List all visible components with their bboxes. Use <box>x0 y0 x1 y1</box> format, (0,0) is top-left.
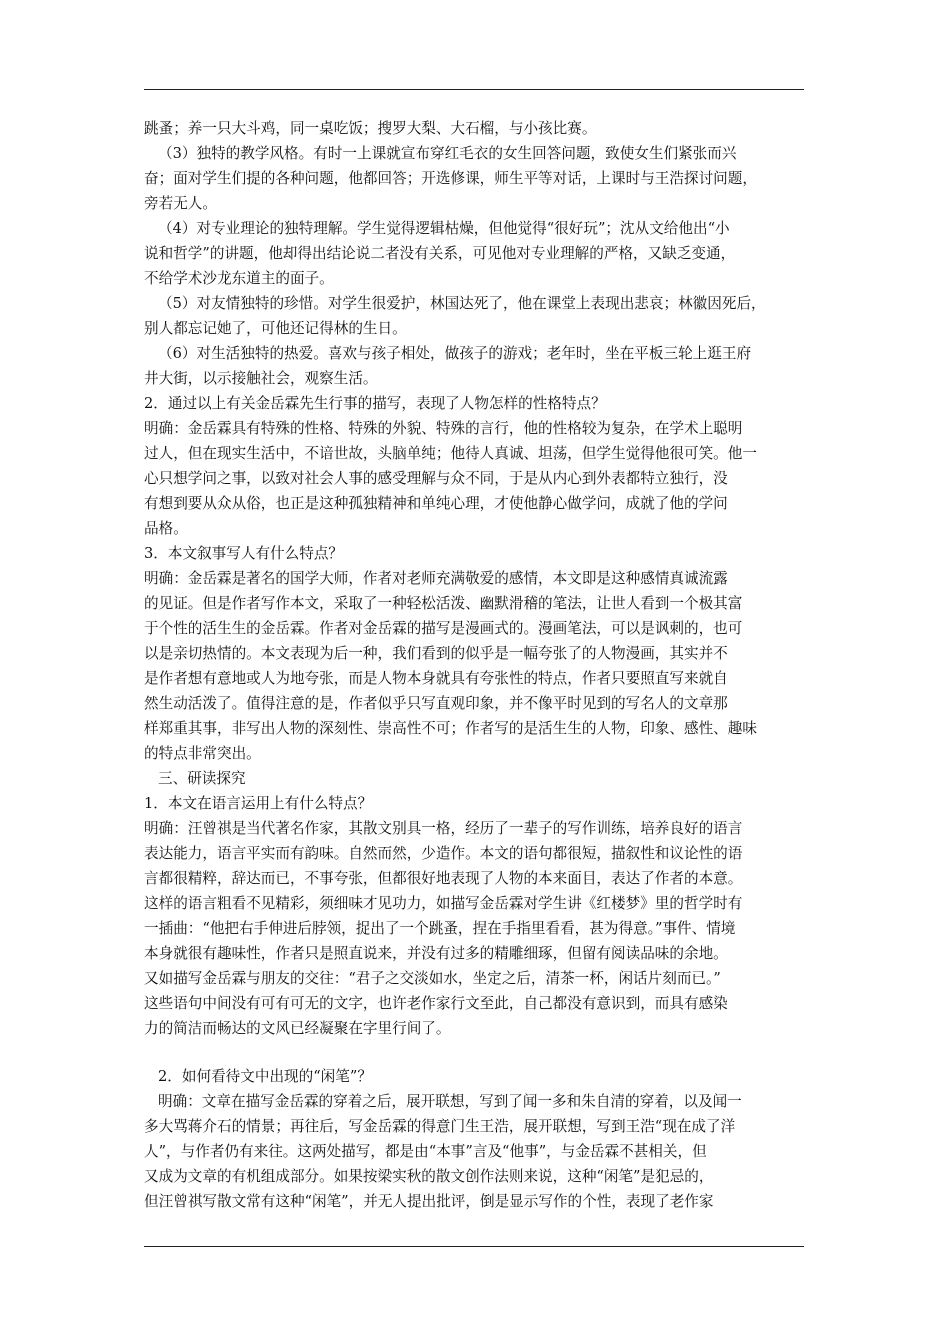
text-line: 不给学术沙龙东道主的面子。 <box>144 270 334 287</box>
text-line: 跳蚤；养一只大斗鸡，同一桌吃饭；搜罗大梨、大石榴，与小孩比赛。 <box>144 120 597 137</box>
text-line: 的见证。但是作者写作本文，采取了一种轻松活泼、幽默滑稽的笔法，让世人看到一个极其富 <box>144 595 743 612</box>
document-body <box>144 116 809 1214</box>
text-line: 旁若无人。 <box>144 195 217 212</box>
text-line: 的特点非常突出。 <box>144 745 261 762</box>
question-line: 2．通过以上有关金岳霖先生行事的描写，表现了人物怎样的性格特点？ <box>144 395 606 412</box>
text-line: 又如描写金岳霖与朋友的交往：“君子之交淡如水，坐定之后，清茶一杯，闲话片刻而已。” <box>144 970 721 987</box>
text-line: 明确：金岳霖是著名的国学大师，作者对老师充满敬爱的感情，本文即是这种感情真诚流露 <box>144 570 728 587</box>
question-line: 1．本文在语言运用上有什么特点？ <box>144 795 373 812</box>
text-line: 力的简洁而畅达的文风已经凝聚在字里行间了。 <box>144 1020 451 1037</box>
text-line: 是作者想有意地或人为地夸张，而是人物本身就具有夸张性的特点，作者只要照直写来就自 <box>144 670 728 687</box>
paragraph-gap <box>144 1041 809 1064</box>
text-line: （6）对生活独特的热爱。喜欢与孩子相处，做孩子的游戏；老年时，坐在平板三轮上逛王府 <box>158 345 752 362</box>
text-line: （4）对专业理论的独特理解。学生觉得逻辑枯燥，但他觉得“很好玩”；沈从文给他出“小 <box>158 220 730 237</box>
text-line: 说和哲学”的讲题，他却得出结论说二者没有关系，可见他对专业理解的严格，又缺乏变通， <box>144 245 736 262</box>
text-line: 本身就很有趣味性，作者只是照直说来，并没有过多的精雕细琢，但留有阅读品味的余地。 <box>144 945 728 962</box>
text-line: 这些语句中间没有可有可无的文字，也许老作家行文至此，自己都没有意识到，而具有感染 <box>144 995 728 1012</box>
question-line: 2．如何看待文中出现的“闲笔”？ <box>158 1068 372 1085</box>
text-line: 一插曲：“他把右手伸进后脖领，捉出了一个跳蚤，捏在手指里看看，甚为得意。”事件、情境 <box>144 920 736 937</box>
text-line: 然生动活泼了。值得注意的是，作者似乎只写直观印象，并不像平时见到的写名人的文章那 <box>144 695 728 712</box>
text-line: （3）独特的教学风格。有时一上课就宣布穿红毛衣的女生回答问题，致使女生们紧张而兴 <box>158 145 737 162</box>
text-line: （5）对友情独特的珍惜。对学生很爱护，林国达死了，他在课堂上表现出悲哀；林徽因死后， <box>158 295 766 312</box>
text-line: 又成为文章的有机组成部分。如果按梁实秋的散文创作法则来说，这种“闲笔”是犯忌的， <box>144 1168 714 1185</box>
text-line: 言都很精粹，辞达而已，不事夸张，但都很好地表现了人物的本来面目，表达了作者的本意。 <box>144 870 743 887</box>
text-line: 明确：汪曾祺是当代著名作家，其散文别具一格，经历了一辈子的写作训练，培养良好的语言 <box>144 820 743 837</box>
text-line: 井大街，以示接触社会，观察生活。 <box>144 370 378 387</box>
text-line: 多大骂蒋介石的情景；再往后，写金岳霖的得意门生王浩，展开联想，写到王浩“现在成了洋 <box>144 1118 736 1135</box>
text-line: 品格。 <box>144 520 188 537</box>
text-line: 表达能力，语言平实而有韵味。自然而然，少造作。本文的语句都很短，描叙性和议论性的语 <box>144 845 743 862</box>
header-rule <box>144 89 804 90</box>
text-line: 奋；面对学生们提的各种问题，他都回答；开选修课，师生平等对话，上课时与王浩探讨问题， <box>144 170 757 187</box>
text-line: 样郑重其事，非写出人物的深刻性、崇高性不可；作者写的是活生生的人物，印象、感性、趣味 <box>144 720 757 737</box>
text-line: 心只想学问之事，以致对社会人事的感受理解与众不同，于是从内心到外表都特立独行，没 <box>144 470 728 487</box>
question-line: 3．本文叙事写人有什么特点？ <box>144 545 344 562</box>
text-line: 这样的语言粗看不见精彩，须细味才见功力，如描写金岳霖对学生讲《红楼梦》里的哲学时有 <box>144 895 743 912</box>
text-line: 以是亲切热情的。本文表现为后一种，我们看到的似乎是一幅夸张了的人物漫画，其实并不 <box>144 645 728 662</box>
footer-rule <box>144 1246 804 1247</box>
text-line: 有想到要从众从俗，也正是这种孤独精神和单纯心理，才使他静心做学问，成就了他的学问 <box>144 495 728 512</box>
text-line: 过人，但在现实生活中，不谙世故，头脑单纯；他待人真诚、坦荡，但学生觉得他很可笑。他一 <box>144 445 757 462</box>
text-line: 人”，与作者仍有来往。这两处描写，都是由“本事”言及“他事”，与金岳霖不甚相关，但 <box>144 1143 707 1160</box>
text-line: 别人都忘记她了，可他还记得林的生日。 <box>144 320 407 337</box>
section-heading: 三、研读探究 <box>158 770 246 787</box>
text-line: 明确：文章在描写金岳霖的穿着之后，展开联想，写到了闻一多和朱自清的穿着，以及闻一 <box>158 1093 742 1110</box>
text-line: 明确：金岳霖具有特殊的性格、特殊的外貌、特殊的言行，他的性格较为复杂，在学术上聪明 <box>144 420 743 437</box>
text-line: 但汪曾祺写散文常有这种“闲笔”，并无人提出批评，倒是显示写作的个性，表现了老作家 <box>144 1193 714 1210</box>
text-line: 于个性的活生生的金岳霖。作者对金岳霖的描写是漫画式的。漫画笔法，可以是讽刺的，也可 <box>144 620 743 637</box>
